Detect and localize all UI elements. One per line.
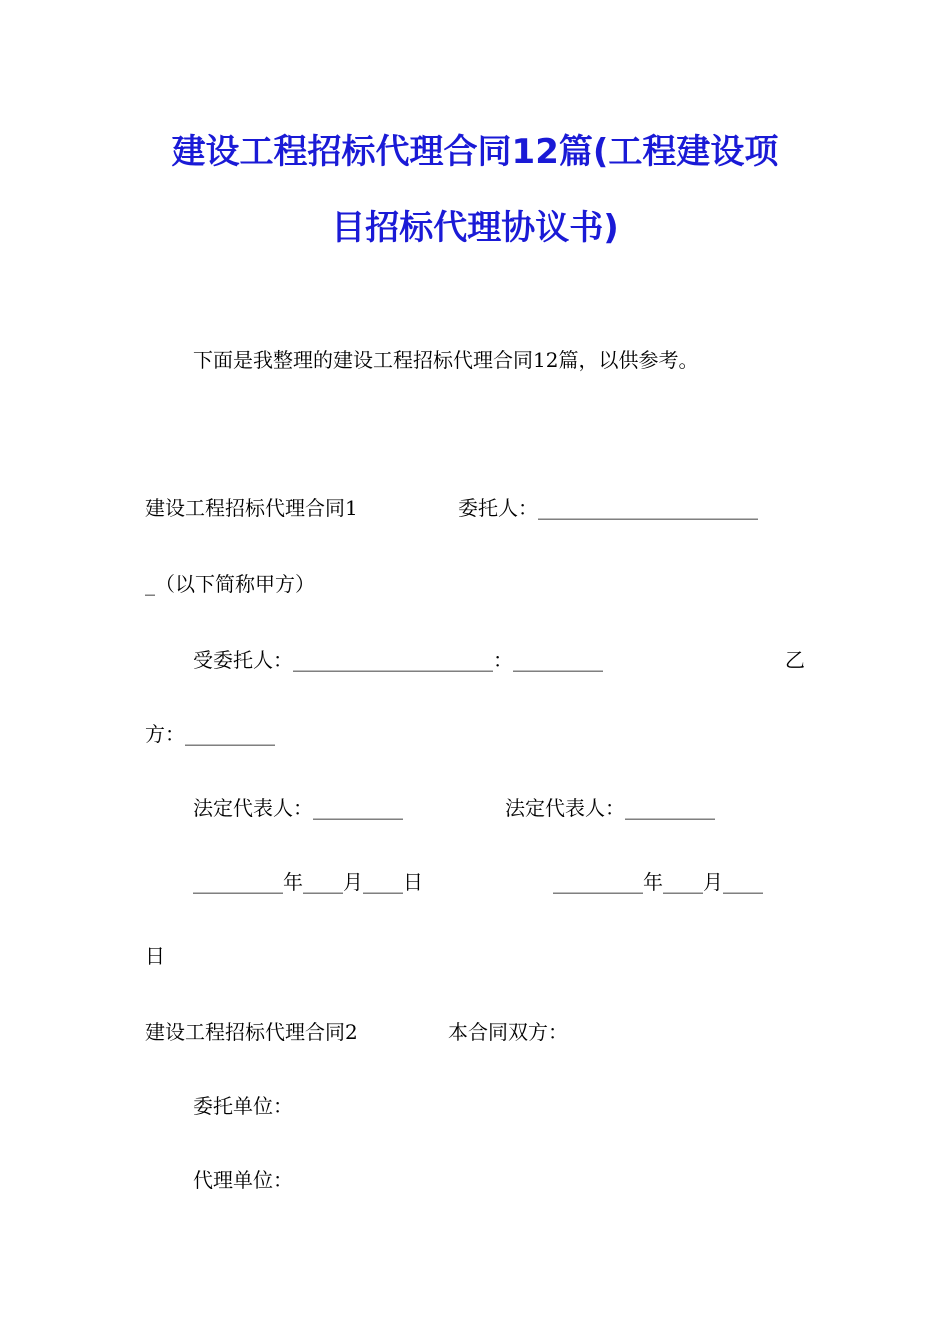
date-b-field: _________年____月____ xyxy=(553,870,763,894)
legal-rep-a-field: 法定代表人：_________ xyxy=(193,796,403,820)
document-title-line-2: 目招标代理协议书) xyxy=(331,208,619,248)
document-title-line-1: 建设工程招标代理合同12篇(工程建设项 xyxy=(171,132,779,172)
contract-1-heading: 建设工程招标代理合同1 xyxy=(145,496,358,520)
date-a-field: _________年____月____日 xyxy=(193,870,423,894)
date-b-tail: 日 xyxy=(145,944,165,968)
agent-field: 受委托人：____________________：_________ xyxy=(193,648,603,672)
client-field: 委托人：______________________ xyxy=(458,496,758,520)
contract-2-heading: 建设工程招标代理合同2 xyxy=(145,1020,358,1044)
client-field-tail: _（以下简称甲方） xyxy=(145,572,315,596)
client-unit-field: 委托单位： xyxy=(193,1094,293,1118)
party-b-char: 乙 xyxy=(785,648,805,672)
agent-unit-field: 代理单位： xyxy=(193,1168,293,1192)
intro-paragraph: 下面是我整理的建设工程招标代理合同12篇，以供参考。 xyxy=(193,348,699,372)
party-b-field: 方：_________ xyxy=(145,722,275,746)
legal-rep-b-field: 法定代表人：_________ xyxy=(505,796,715,820)
contract-2-parties: 本合同双方： xyxy=(448,1020,568,1044)
